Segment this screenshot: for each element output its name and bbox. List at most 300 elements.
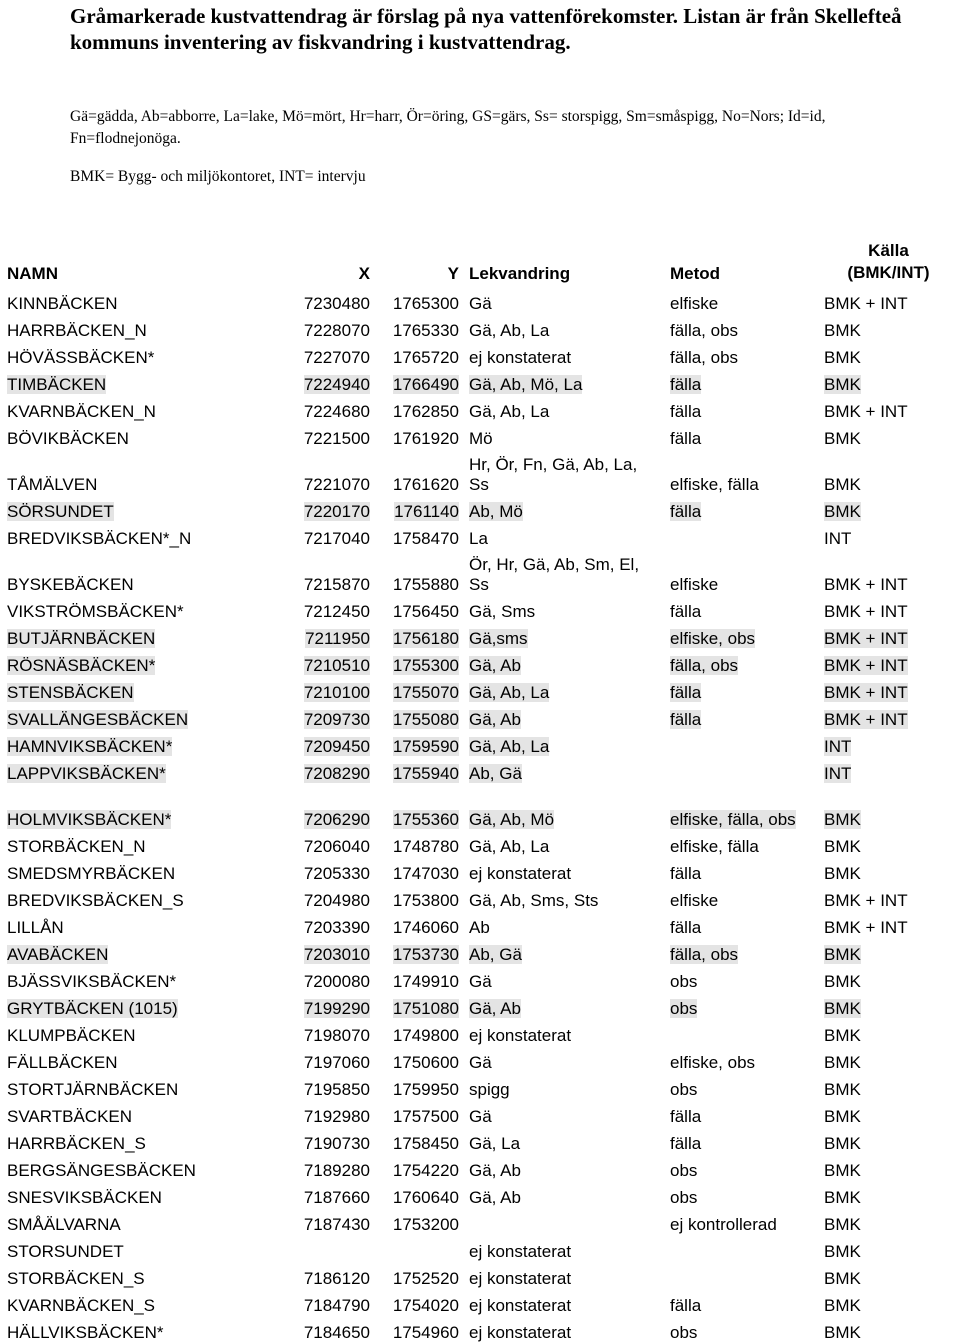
cell-x (290, 1181, 375, 1208)
cell-kalla-text: BMK (824, 502, 861, 521)
cell-y-text: 1755360 (392, 810, 459, 829)
cell-kalla (819, 911, 958, 938)
table-row (2, 649, 958, 676)
cell-metod (665, 422, 819, 449)
cell-namn (2, 449, 290, 495)
cell-y-text: 1755080 (392, 710, 459, 729)
cell-y-text: 1756180 (392, 629, 459, 648)
cell-lekvandring (464, 495, 665, 522)
cell-lekvandring (464, 830, 665, 857)
cell-x-text: 7209730 (303, 710, 370, 729)
cell-metod (665, 965, 819, 992)
table-row (2, 1073, 958, 1100)
cell-x-text: 7224680 (303, 402, 370, 421)
cell-metod (665, 549, 819, 595)
cell-namn (2, 1262, 290, 1289)
cell-metod-text: obs (670, 1080, 698, 1099)
cell-x (290, 622, 375, 649)
cell-lekvandring-text: Gä, Ab (469, 1188, 521, 1207)
table-header-row (2, 239, 958, 287)
cell-y (375, 1073, 464, 1100)
cell-namn (2, 857, 290, 884)
cell-namn-text: BUTJÄRNBÄCKEN (7, 629, 156, 648)
cell-metod (665, 884, 819, 911)
table-row (2, 595, 958, 622)
cell-y (375, 1262, 464, 1289)
cell-namn-text: BERGSÄNGESBÄCKEN (7, 1161, 196, 1180)
cell-kalla (819, 1127, 958, 1154)
cell-metod-text: fälla (670, 602, 702, 621)
cell-lekvandring (464, 1316, 665, 1343)
cell-lekvandring (464, 992, 665, 1019)
cell-lekvandring (464, 449, 665, 495)
table-row (2, 757, 958, 784)
cell-lekvandring-text: Gä, Ab, Mö (469, 810, 555, 829)
cell-kalla-text: BMK (824, 1161, 861, 1180)
cell-lekvandring-text: Mö (469, 429, 493, 448)
cell-x (290, 368, 375, 395)
cell-kalla-text: BMK + INT (824, 294, 908, 313)
cell-metod-text: elfiske, fälla (670, 475, 759, 494)
cell-metod (665, 287, 819, 314)
cell-lekvandring-text: Hr, Ör, Fn, Gä, Ab, La, Ss (469, 455, 638, 494)
cell-namn-text: BÖVIKBÄCKEN (7, 429, 129, 448)
cell-y (375, 341, 464, 368)
table-row (2, 784, 958, 830)
cell-metod (665, 368, 819, 395)
cell-kalla (819, 1262, 958, 1289)
cell-kalla (819, 1289, 958, 1316)
cell-x-text: 7184650 (303, 1323, 370, 1342)
cell-kalla-text: BMK (824, 864, 861, 883)
cell-y (375, 622, 464, 649)
cell-x-text: 7195850 (303, 1080, 370, 1099)
cell-x (290, 1235, 375, 1262)
cell-namn (2, 1073, 290, 1100)
cell-lekvandring (464, 1127, 665, 1154)
cell-lekvandring (464, 757, 665, 784)
cell-x (290, 341, 375, 368)
cell-metod (665, 1289, 819, 1316)
cell-kalla (819, 1046, 958, 1073)
cell-metod-text: obs (670, 1161, 698, 1180)
cell-y (375, 938, 464, 965)
cell-x-text: 7192980 (303, 1107, 370, 1126)
cell-namn-text: HAMNVIKSBÄCKEN* (7, 737, 173, 756)
cell-y-text: 1759590 (392, 737, 459, 756)
cell-x (290, 422, 375, 449)
table-row (2, 1154, 958, 1181)
cell-lekvandring (464, 857, 665, 884)
cell-namn (2, 422, 290, 449)
cell-namn-text: SMÅÄLVARNA (7, 1215, 121, 1234)
cell-x-text: 7221070 (303, 475, 370, 494)
table-row (2, 676, 958, 703)
cell-kalla (819, 449, 958, 495)
cell-x (290, 1154, 375, 1181)
cell-lekvandring (464, 422, 665, 449)
table-row (2, 1235, 958, 1262)
cell-kalla-text: BMK + INT (824, 575, 908, 594)
cell-x-text: 7205330 (303, 864, 370, 883)
cell-namn-text: STORSUNDET (7, 1242, 124, 1261)
cell-x (290, 287, 375, 314)
cell-y (375, 287, 464, 314)
cell-y (375, 522, 464, 549)
cell-y-text: 1761920 (392, 429, 459, 448)
table-row (2, 884, 958, 911)
cell-namn (2, 287, 290, 314)
cell-metod-text: fälla, obs (670, 656, 739, 675)
cell-kalla-text: BMK (824, 475, 861, 494)
cell-lekvandring (464, 676, 665, 703)
cell-kalla (819, 730, 958, 757)
cell-namn (2, 595, 290, 622)
cell-lekvandring-text: Gä, Ab, Mö, La (469, 375, 583, 394)
cell-kalla-text: BMK (824, 348, 861, 367)
cell-kalla (819, 857, 958, 884)
cell-metod (665, 1262, 819, 1289)
cell-namn-text: STENSBÄCKEN (7, 683, 134, 702)
cell-x-text: 7224940 (303, 375, 370, 394)
cell-y-text: 1749910 (392, 972, 459, 991)
cell-lekvandring-text: Gä (469, 972, 492, 991)
cell-lekvandring-text: La (469, 529, 488, 548)
cell-namn (2, 522, 290, 549)
cell-kalla (819, 595, 958, 622)
cell-y (375, 422, 464, 449)
cell-metod (665, 784, 819, 830)
cell-namn (2, 703, 290, 730)
header-x: X (358, 264, 370, 283)
cell-namn-text: HOLMVIKSBÄCKEN* (7, 810, 172, 829)
table-row (2, 1100, 958, 1127)
cell-y-text: 1749800 (392, 1026, 459, 1045)
cell-y-text: 1755300 (392, 656, 459, 675)
cell-x (290, 549, 375, 595)
cell-metod-text: fälla, obs (670, 348, 739, 367)
cell-metod-text: fälla (670, 1134, 702, 1153)
table-row (2, 730, 958, 757)
cell-metod (665, 622, 819, 649)
cell-lekvandring (464, 314, 665, 341)
cell-lekvandring-text: spigg (469, 1080, 510, 1099)
cell-kalla (819, 1019, 958, 1046)
cell-metod-text: fälla (670, 683, 702, 702)
cell-namn (2, 938, 290, 965)
cell-x-text: 7187430 (303, 1215, 370, 1234)
cell-y (375, 1289, 464, 1316)
cell-kalla-text: BMK (824, 837, 861, 856)
cell-lekvandring-text: Gä, Ab (469, 710, 521, 729)
table-row (2, 341, 958, 368)
cell-x-text: 7186120 (303, 1269, 370, 1288)
cell-metod (665, 1046, 819, 1073)
cell-kalla (819, 757, 958, 784)
cell-kalla-text: BMK + INT (824, 602, 908, 621)
table-row (2, 830, 958, 857)
cell-namn (2, 549, 290, 595)
cell-y (375, 884, 464, 911)
cell-namn-text: KINNBÄCKEN (7, 294, 118, 313)
cell-x-text: 7203390 (303, 918, 370, 937)
cell-metod (665, 730, 819, 757)
cell-namn-text: BJÄSSVIKSBÄCKEN* (7, 972, 177, 991)
cell-y-text: 1746060 (392, 918, 459, 937)
cell-lekvandring-text: Ab, Gä (469, 945, 522, 964)
cell-kalla (819, 422, 958, 449)
cell-y (375, 965, 464, 992)
cell-kalla-text: BMK (824, 1107, 861, 1126)
cell-metod-text: fälla (670, 402, 702, 421)
cell-metod (665, 1019, 819, 1046)
cell-namn-text: HÄLLVIKSBÄCKEN* (7, 1323, 164, 1342)
cell-lekvandring-text: Gä, Sms (469, 602, 536, 621)
cell-metod (665, 595, 819, 622)
cell-y-text: 1762850 (392, 402, 459, 421)
cell-namn-text: BYSKEBÄCKEN (7, 575, 134, 594)
cell-y (375, 649, 464, 676)
cell-kalla (819, 992, 958, 1019)
cell-lekvandring (464, 965, 665, 992)
cell-y (375, 368, 464, 395)
cell-metod-text: fälla (670, 429, 702, 448)
cell-namn (2, 622, 290, 649)
cell-namn-text: GRYTBÄCKEN (1015) (7, 999, 178, 1018)
cell-kalla (819, 1100, 958, 1127)
cell-lekvandring-text: ej konstaterat (469, 1269, 572, 1288)
cell-x (290, 1208, 375, 1235)
cell-y (375, 449, 464, 495)
cell-namn (2, 1100, 290, 1127)
cell-metod (665, 676, 819, 703)
cell-lekvandring-text: ej konstaterat (469, 1296, 572, 1315)
table-row (2, 703, 958, 730)
table-row (2, 1127, 958, 1154)
cell-namn (2, 649, 290, 676)
cell-kalla-text: BMK (824, 375, 861, 394)
cell-namn-text: HARRBÄCKEN_S (7, 1134, 146, 1153)
cell-x-text: 7198070 (303, 1026, 370, 1045)
table-row (2, 911, 958, 938)
cell-y (375, 784, 464, 830)
cell-lekvandring (464, 622, 665, 649)
cell-kalla-text: BMK (824, 810, 861, 829)
cell-x (290, 676, 375, 703)
cell-metod-text: obs (670, 999, 698, 1018)
table-row (2, 314, 958, 341)
cell-metod (665, 703, 819, 730)
cell-metod (665, 757, 819, 784)
cell-kalla (819, 522, 958, 549)
cell-x (290, 992, 375, 1019)
cell-kalla (819, 341, 958, 368)
cell-metod-text: obs (670, 1188, 698, 1207)
cell-y-text: 1766490 (392, 375, 459, 394)
cell-x-text: 7220170 (303, 502, 370, 521)
cell-kalla-text: BMK (824, 1026, 861, 1045)
cell-y (375, 911, 464, 938)
cell-lekvandring-text: Gä, Ab, La (469, 837, 550, 856)
cell-metod-text: fälla (670, 375, 702, 394)
cell-kalla-text: BMK (824, 1323, 861, 1342)
cell-y-text: 1759950 (392, 1080, 459, 1099)
cell-namn (2, 676, 290, 703)
cell-lekvandring-text: Gä,sms (469, 629, 528, 648)
cell-x (290, 1100, 375, 1127)
cell-namn-text: KVARNBÄCKEN_N (7, 402, 156, 421)
species-legend: Gä=gädda, Ab=abborre, La=lake, Mö=mört, Hr=harr, Ör=öring, GS=gärs, Ss= storspigg, Sm=småspigg, No=Nors; Id=id, Fn=flodnejonöga. (70, 108, 826, 147)
cell-kalla-text: BMK + INT (824, 918, 908, 937)
cell-namn-text: STORTJÄRNBÄCKEN (7, 1080, 179, 1099)
cell-x (290, 522, 375, 549)
cell-metod-text: ej kontrollerad (670, 1215, 777, 1234)
cell-metod-text: obs (670, 1323, 698, 1342)
header-metod: Metod (670, 264, 721, 283)
cell-kalla-text: BMK + INT (824, 891, 908, 910)
cell-x (290, 1316, 375, 1343)
table-row (2, 495, 958, 522)
cell-x-text: 7200080 (303, 972, 370, 991)
cell-x-text: 7197060 (303, 1053, 370, 1072)
cell-y (375, 1019, 464, 1046)
cell-kalla (819, 1181, 958, 1208)
cell-kalla (819, 649, 958, 676)
table-row (2, 1181, 958, 1208)
cell-x (290, 595, 375, 622)
cell-y-text: 1755070 (392, 683, 459, 702)
cell-namn (2, 495, 290, 522)
cell-kalla-text: BMK (824, 1215, 861, 1234)
cell-metod-text: fälla (670, 710, 702, 729)
cell-y-text: 1755940 (392, 764, 459, 783)
cell-y-text: 1760640 (392, 1188, 459, 1207)
cell-y-text: 1750600 (392, 1053, 459, 1072)
cell-lekvandring (464, 595, 665, 622)
cell-y (375, 992, 464, 1019)
cell-y (375, 549, 464, 595)
cell-y-text: 1755880 (392, 575, 459, 594)
cell-lekvandring-text: ej konstaterat (469, 1026, 572, 1045)
cell-y (375, 395, 464, 422)
cell-lekvandring (464, 395, 665, 422)
fish-migration-table (2, 239, 958, 1343)
cell-kalla-text: BMK (824, 429, 861, 448)
cell-metod-text: elfiske (670, 294, 719, 313)
cell-namn (2, 1208, 290, 1235)
cell-x-text: 7217040 (303, 529, 370, 548)
cell-metod-text: elfiske (670, 891, 719, 910)
cell-metod-text: elfiske, fälla (670, 837, 759, 856)
cell-lekvandring (464, 703, 665, 730)
cell-x (290, 1046, 375, 1073)
cell-kalla (819, 965, 958, 992)
cell-kalla (819, 549, 958, 595)
cell-y (375, 857, 464, 884)
cell-metod-text: fälla (670, 864, 702, 883)
cell-kalla-text: BMK (824, 1134, 861, 1153)
cell-namn-text: LILLÅN (7, 918, 64, 937)
cell-kalla-text: INT (824, 764, 852, 783)
cell-y (375, 1316, 464, 1343)
cell-lekvandring (464, 341, 665, 368)
cell-x (290, 395, 375, 422)
cell-kalla-text: BMK (824, 999, 861, 1018)
cell-namn (2, 884, 290, 911)
cell-y-text: 1761140 (394, 502, 459, 521)
cell-metod-text: fälla, obs (670, 321, 739, 340)
cell-metod-text: fälla (670, 918, 702, 937)
cell-y-text: 1747030 (392, 864, 459, 883)
cell-x-text: 7209450 (303, 737, 370, 756)
cell-y (375, 1154, 464, 1181)
cell-x (290, 449, 375, 495)
cell-metod (665, 857, 819, 884)
cell-x-text: 7221500 (303, 429, 370, 448)
cell-namn-text: RÖSNÄSBÄCKEN* (7, 656, 156, 675)
header-kalla-line1: Källa (868, 241, 909, 260)
header-y: Y (447, 264, 459, 283)
cell-x (290, 938, 375, 965)
cell-x (290, 703, 375, 730)
cell-metod (665, 395, 819, 422)
cell-lekvandring-text: ej konstaterat (469, 864, 572, 883)
cell-y-text: 1754960 (392, 1323, 459, 1342)
cell-namn-text: LAPPVIKSBÄCKEN* (7, 764, 166, 783)
cell-namn (2, 1127, 290, 1154)
header-kalla-line2: (BMK/INT) (847, 263, 930, 282)
cell-lekvandring-text: Gä, La (469, 1134, 521, 1153)
cell-kalla (819, 784, 958, 830)
cell-namn (2, 1235, 290, 1262)
cell-kalla-text: BMK (824, 1053, 861, 1072)
table-row (2, 1262, 958, 1289)
cell-y (375, 757, 464, 784)
cell-lekvandring (464, 938, 665, 965)
cell-lekvandring-text: Gä, Ab, La (469, 321, 550, 340)
cell-x (290, 1019, 375, 1046)
cell-x (290, 1127, 375, 1154)
cell-kalla-text: INT (824, 737, 852, 756)
cell-y (375, 1100, 464, 1127)
cell-lekvandring (464, 1019, 665, 1046)
cell-kalla-text: BMK (824, 1269, 861, 1288)
cell-lekvandring-text: Gä (469, 1053, 492, 1072)
table-row (2, 1019, 958, 1046)
cell-namn-text: TIMBÄCKEN (7, 375, 107, 394)
cell-kalla-text: BMK (824, 321, 861, 340)
table-row (2, 422, 958, 449)
cell-namn (2, 757, 290, 784)
table-row (2, 622, 958, 649)
cell-lekvandring-text: Gä, Ab (469, 999, 521, 1018)
header-lekvandring: Lekvandring (469, 264, 571, 283)
source-legend: BMK= Bygg- och miljökontoret, INT= intervju (70, 168, 366, 185)
cell-lekvandring-text: Gä, Ab, La (469, 402, 550, 421)
cell-kalla (819, 1208, 958, 1235)
cell-x-text: 7204980 (303, 891, 370, 910)
cell-x-text: 7211950 (305, 629, 370, 648)
cell-lekvandring (464, 1181, 665, 1208)
cell-lekvandring (464, 730, 665, 757)
header-namn: NAMN (7, 264, 58, 283)
cell-x-text: 7199290 (303, 999, 370, 1018)
cell-x (290, 1073, 375, 1100)
cell-lekvandring (464, 1208, 665, 1235)
cell-lekvandring-text: Gä (469, 294, 492, 313)
cell-metod (665, 1154, 819, 1181)
cell-kalla-text: BMK (824, 1188, 861, 1207)
